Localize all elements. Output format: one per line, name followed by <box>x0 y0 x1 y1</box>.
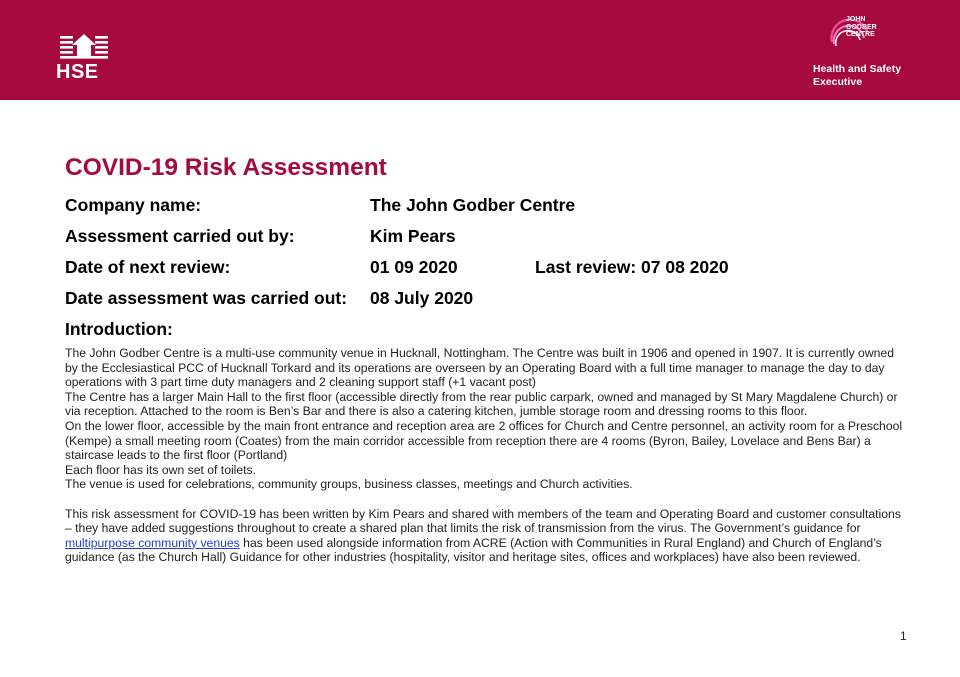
assessor-label: Assessment carried out by: <box>65 226 295 246</box>
intro-paragraph-main-hall: The Centre has a larger Main Hall to the first floor (accessible directly from the rear public carpark, owned and managed by St Mary Magdalene Church) or via reception. Attached to the room is Ben’s Bar and there is also a catering kitchen, jumble storage room and dressing rooms to this floor. <box>65 389 898 419</box>
company-label: Company name: <box>65 195 202 215</box>
hse-logo-text: HSE <box>56 61 99 83</box>
company-value: The John Godber Centre <box>370 195 576 215</box>
guidance-text-end: has been used alongside information from ACRE (Action with Communities in Rural England) and Church of England’s guidance (as the Church Hall) Guidance for other industries (hospitality, visitor and heritage sites, offices and workplaces) have also been reviewed. <box>65 535 882 565</box>
last-review: Last review: 07 08 2020 <box>535 257 729 277</box>
next-review-value: 01 09 2020 <box>370 257 458 277</box>
introduction-heading: Introduction: <box>65 319 173 339</box>
organisation-name: Health and Safety Executive <box>813 63 902 88</box>
intro-paragraph-toilets: Each floor has its own set of toilets. <box>65 462 257 477</box>
assessment-date-label: Date assessment was carried out: <box>65 288 348 308</box>
introduction-body <box>65 346 910 565</box>
intro-paragraph-ownership: The John Godber Centre is a multi-use community venue in Hucknall, Nottingham. The Centre was built in 1906 and opened in 1907. It is currently owned by the Ecclesiastical PCC of Hucknall Torkard and its operations are overseen by an Operating Board with a full time manager to manage the day to day operations with 3 part time duty managers and 2 cleaning support staff (+1 vacant post) <box>65 346 894 390</box>
intro-paragraph-guidance <box>65 507 910 565</box>
page-number: 1 <box>900 629 907 643</box>
next-review-label: Date of next review: <box>65 257 231 277</box>
john-godber-centre-logo-text: JOHN GODBER CENTRE <box>846 16 877 38</box>
assessor-value: Kim Pears <box>370 226 456 246</box>
header-banner <box>0 0 960 100</box>
guidance-text-start: This risk assessment for COVID-19 has been written by Kim Pears and shared with members of the team and Operating Board and customer consultations – they have added suggestions throughout to create a shared plan that limits the risk of transmission from the virus. The Government’s guidance for <box>65 506 901 536</box>
intro-paragraph-lower-floor: On the lower floor, accessible by the main front entrance and reception area are 2 offices for Church and Centre personnel, an activity room for a Preschool (Kempe) a small meeting room (Coates) from the main corridor accessible from reception there are 4 rooms (Byron, Bailey, Lovelace and Bens Bar) a staircase leads to the first floor (Portland) <box>65 418 903 463</box>
community-venues-guidance-link[interactable]: multipurpose community venues <box>65 535 240 550</box>
intro-paragraph-usage: The venue is used for celebrations, community groups, business classes, meetings and Church activities. <box>65 477 633 492</box>
page-title: COVID-19 Risk Assessment <box>65 154 387 181</box>
assessment-date-value: 08 July 2020 <box>370 288 474 308</box>
